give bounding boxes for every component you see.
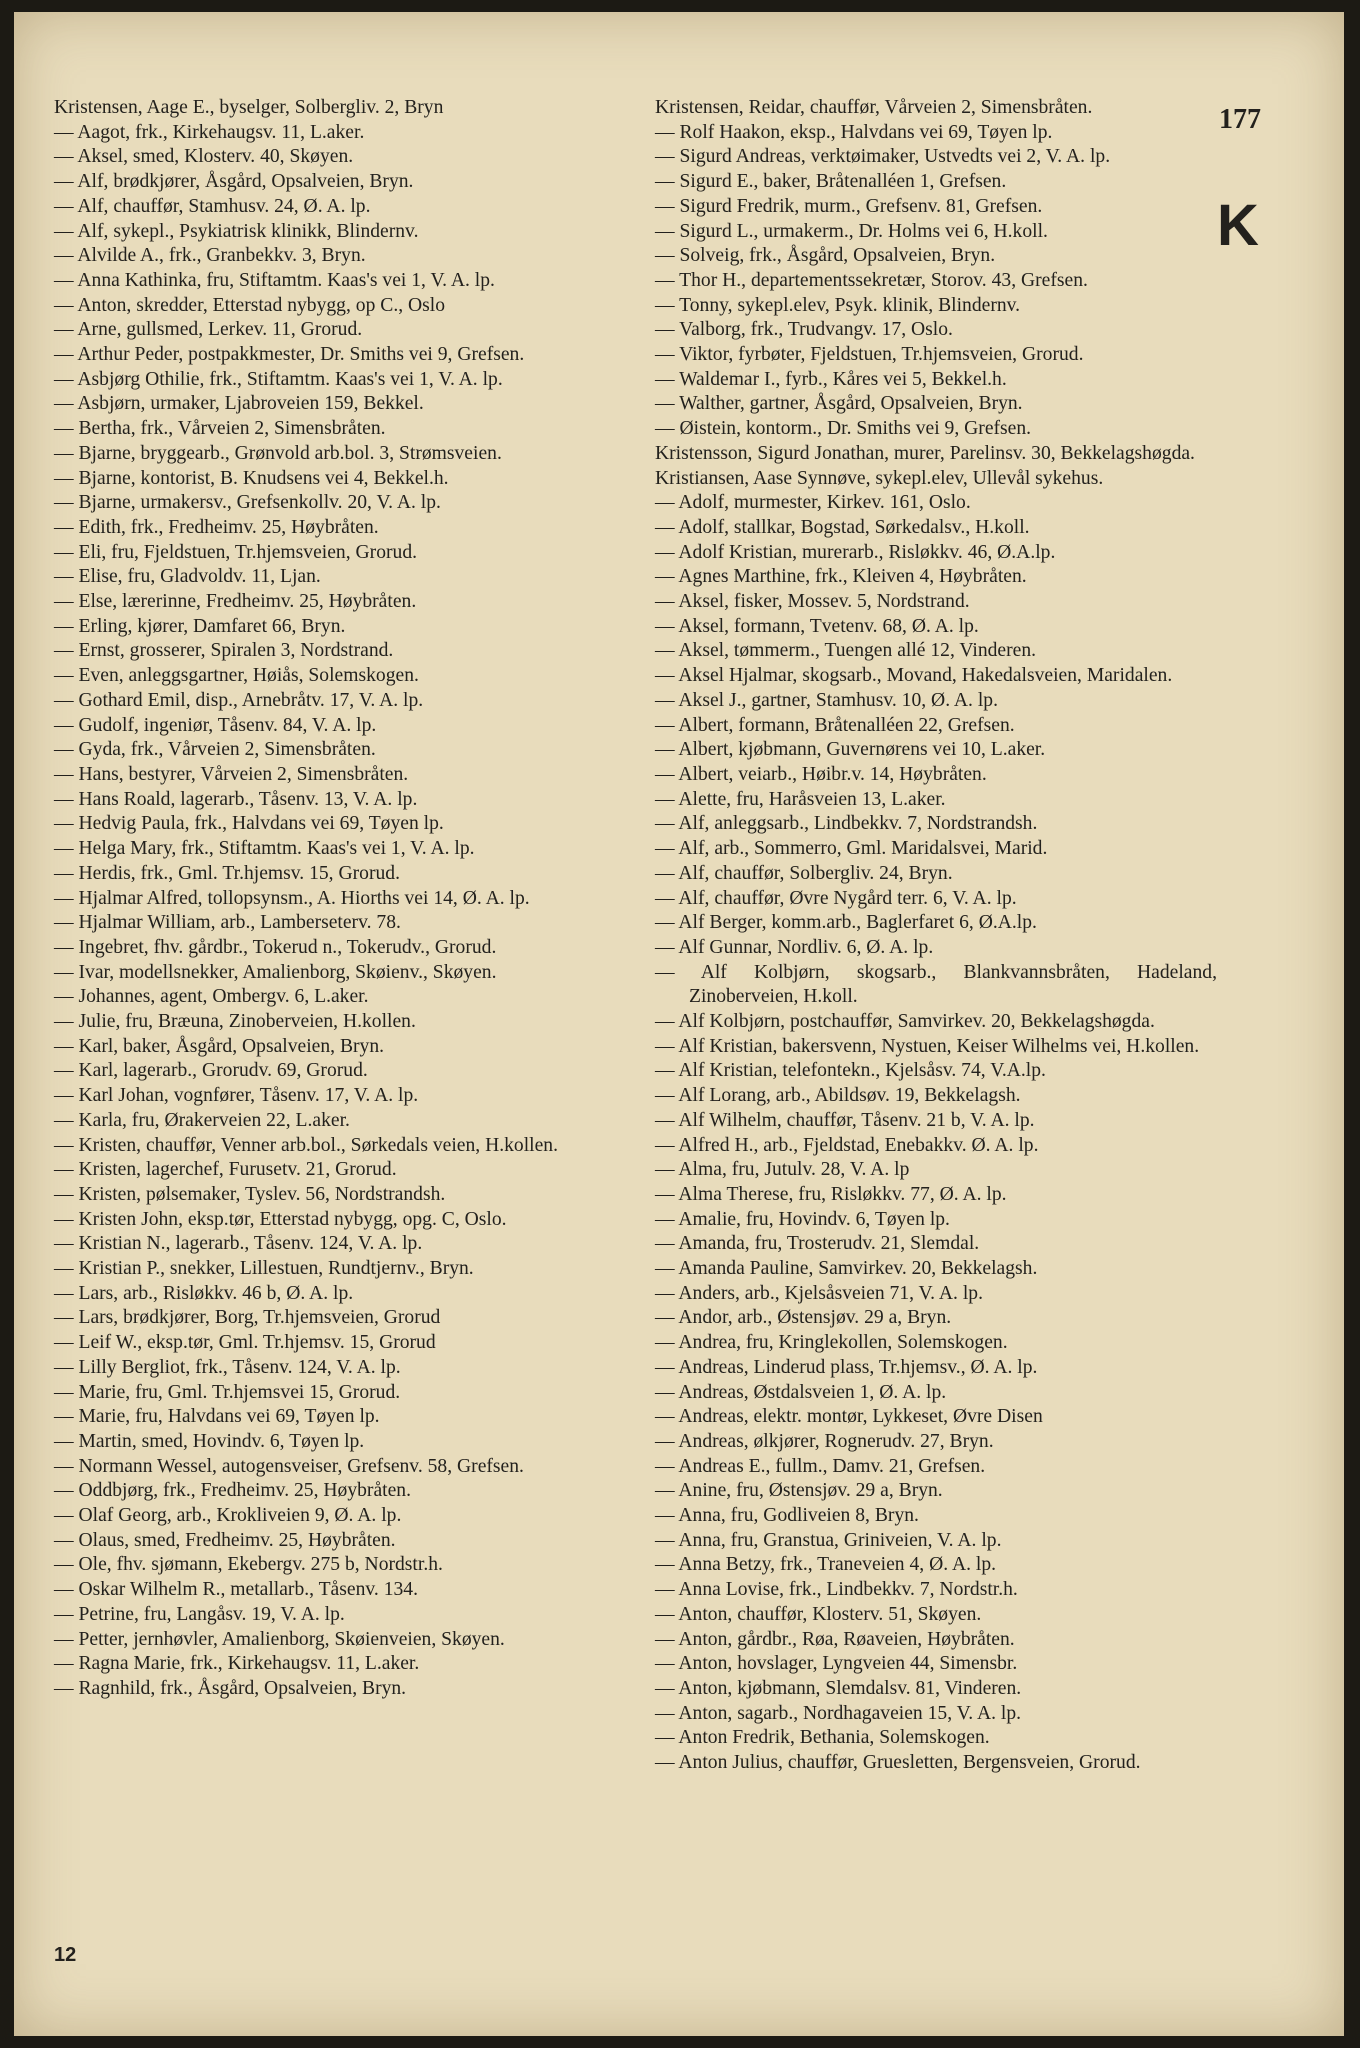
- directory-entry: — Anton, sagarb., Nordhagaveien 15, V. A. lp.: [655, 1702, 1022, 1724]
- directory-entry: — Bertha, frk., Vårveien 2, Simensbråten.: [54, 418, 386, 440]
- directory-entry: — Amanda, fru, Trosterudv. 21, Slemdal.: [655, 1233, 980, 1255]
- directory-entry: — Alma Therese, fru, Risløkkv. 77, Ø. A. lp.: [655, 1183, 1007, 1205]
- directory-entry: — Albert, formann, Bråtenalléen 22, Grefsen.: [655, 714, 1015, 736]
- directory-entry: — Asbjørg Othilie, frk., Stiftamtm. Kaas's vei 1, V. A. lp.: [54, 368, 503, 390]
- directory-entry: — Johannes, agent, Ombergv. 6, L.aker.: [54, 986, 369, 1008]
- directory-entry: — Alf, chauffør, Øvre Nygård terr. 6, V. A. lp.: [655, 887, 1017, 909]
- directory-entry: — Alf Kolbjørn, skogsarb., Blankvannsbråten, Hadeland, Zinoberveien, H.koll.: [655, 961, 1217, 1008]
- directory-entry: — Amalie, fru, Hovindv. 6, Tøyen lp.: [655, 1208, 950, 1230]
- directory-entry: — Ragnhild, frk., Åsgård, Opsalveien, Bryn.: [54, 1678, 407, 1699]
- directory-entry: — Kristian N., lagerarb., Tåsenv. 124, V. A. lp.: [54, 1233, 423, 1255]
- directory-entry: — Andrea, fru, Kringlekollen, Solemskogen.: [655, 1332, 1008, 1354]
- directory-entry: Kristensen, Aage E., byselger, Solbergliv. 2, Bryn: [54, 97, 444, 118]
- directory-entry: — Alf, arb., Sommerro, Gml. Maridalsvei, Marid.: [655, 838, 1048, 860]
- directory-entry: — Alette, fru, Haråsveien 13, L.aker.: [655, 788, 946, 810]
- directory-entry: Kristensson, Sigurd Jonathan, murer, Parelinsv. 30, Bekkelagshøgda.: [655, 442, 1195, 464]
- directory-entry: Kristensen, Reidar, chauffør, Vårveien 2, Simensbråten.: [655, 97, 1093, 118]
- directory-entry: — Alf Berger, komm.arb., Baglerfaret 6, Ø.A.lp.: [655, 912, 1037, 934]
- directory-page: [14, 12, 1344, 2036]
- directory-entry: — Karla, fru, Ørakerveien 22, L.aker.: [54, 1109, 350, 1131]
- directory-entry: — Karl, baker, Åsgård, Opsalveien, Bryn.: [54, 1035, 385, 1057]
- directory-entry: — Sigurd E., baker, Bråtenalléen 1, Grefsen.: [655, 171, 1007, 193]
- directory-entry: — Hjalmar Alfred, tollopsynsm., A. Hiorths vei 14, Ø. A. lp.: [54, 887, 530, 909]
- directory-entry: — Martin, smed, Hovindv. 6, Tøyen lp.: [54, 1430, 365, 1452]
- directory-entry: — Alvilde A., frk., Granbekkv. 3, Bryn.: [54, 245, 366, 267]
- directory-entry: — Anine, fru, Østensjøv. 29 a, Bryn.: [655, 1480, 943, 1502]
- directory-entry: — Alf, anleggsarb., Lindbekkv. 7, Nordstrandsh.: [655, 813, 1038, 835]
- left-column: [54, 96, 638, 1702]
- directory-entry: — Ragna Marie, frk., Kirkehaugsv. 11, L.aker.: [54, 1653, 420, 1675]
- directory-entry: — Bjarne, kontorist, B. Knudsens vei 4, Bekkel.h.: [54, 467, 449, 489]
- directory-entry: — Andreas, elektr. montør, Lykkeset, Øvre Disen: [655, 1406, 1043, 1428]
- directory-entry: — Karl Johan, vognfører, Tåsenv. 17, V. A. lp.: [54, 1085, 419, 1107]
- directory-entry: — Aksel J., gartner, Stamhusv. 10, Ø. A. lp.: [655, 689, 998, 711]
- directory-entry: — Amanda Pauline, Samvirkev. 20, Bekkelagsh.: [655, 1258, 1038, 1280]
- directory-entry: — Anton Fredrik, Bethania, Solemskogen.: [655, 1727, 990, 1749]
- directory-entry: — Kristen John, eksp.tør, Etterstad nybygg, opg. C, Oslo.: [54, 1208, 507, 1230]
- directory-entry: — Ivar, modellsnekker, Amalienborg, Skøienv., Skøyen.: [54, 961, 497, 983]
- directory-entry: — Anna, fru, Godliveien 8, Bryn.: [655, 1505, 919, 1527]
- directory-entry: — Hedvig Paula, frk., Halvdans vei 69, Tøyen lp.: [54, 813, 444, 835]
- directory-entry: — Else, lærerinne, Fredheimv. 25, Høybråten.: [54, 591, 417, 613]
- directory-entry: — Albert, kjøbmann, Guvernørens vei 10, L.aker.: [655, 739, 1046, 761]
- directory-entry: — Agnes Marthine, frk., Kleiven 4, Høybråten.: [655, 566, 1027, 588]
- directory-entry: — Petrine, fru, Langåsv. 19, V. A. lp.: [54, 1603, 345, 1625]
- directory-entry: — Edith, frk., Fredheimv. 25, Høybråten.: [54, 516, 379, 538]
- directory-entry: — Anna, fru, Granstua, Griniveien, V. A. lp.: [655, 1529, 1002, 1551]
- directory-entry: — Andreas E., fullm., Damv. 21, Grefsen.: [655, 1455, 986, 1477]
- signature-mark: 12: [54, 1944, 77, 1966]
- directory-entry: — Anton Julius, chauffør, Gruesletten, Bergensveien, Grorud.: [655, 1752, 1141, 1774]
- directory-entry: — Anton, gårdbr., Røa, Røaveien, Høybråten.: [655, 1628, 1015, 1650]
- directory-entry: — Alf, chauffør, Solbergliv. 24, Bryn.: [655, 862, 953, 884]
- directory-entry: — Arne, gullsmed, Lerkev. 11, Grorud.: [54, 319, 363, 341]
- directory-entry: — Alf, sykepl., Psykiatrisk klinikk, Blindernv.: [54, 220, 419, 242]
- directory-entry: — Hans, bestyrer, Vårveien 2, Simensbråten.: [54, 763, 409, 785]
- directory-entry: — Aagot, frk., Kirkehaugsv. 11, L.aker.: [54, 121, 365, 143]
- directory-entry: — Ole, fhv. sjømann, Ekebergv. 275 b, Nordstr.h.: [54, 1554, 443, 1576]
- directory-entry: — Waldemar I., fyrb., Kåres vei 5, Bekkel.h.: [655, 368, 1007, 390]
- directory-entry: — Valborg, frk., Trudvangv. 17, Oslo.: [655, 319, 953, 341]
- directory-entry: — Julie, fru, Bræuna, Zinoberveien, H.kollen.: [54, 1011, 416, 1033]
- directory-entry: — Walther, gartner, Åsgård, Opsalveien, Bryn.: [655, 393, 1023, 415]
- directory-entry: — Sigurd Fredrik, murm., Grefsenv. 81, Grefsen.: [655, 195, 1043, 217]
- directory-entry: — Anton, skredder, Etterstad nybygg, op C., Oslo: [54, 294, 446, 316]
- directory-entry: — Hjalmar William, arb., Lamberseterv. 78.: [54, 912, 401, 934]
- directory-entry: — Herdis, frk., Gml. Tr.hjemsv. 15, Grorud.: [54, 862, 400, 884]
- directory-entry: — Aksel, fisker, Mossev. 5, Nordstrand.: [655, 591, 970, 613]
- section-letter: K: [1217, 193, 1259, 258]
- directory-entry: — Andreas, Linderud plass, Tr.hjemsv., Ø. A. lp.: [655, 1356, 1038, 1378]
- directory-entry: — Tonny, sykepl.elev, Psyk. klinik, Blindernv.: [655, 294, 1021, 316]
- directory-entry: — Øistein, kontorm., Dr. Smiths vei 9, Grefsen.: [655, 418, 1032, 440]
- directory-entry: — Anders, arb., Kjelsåsveien 71, V. A. lp.: [655, 1282, 983, 1304]
- directory-entry: — Alf, chauffør, Stamhusv. 24, Ø. A. lp.: [54, 195, 371, 217]
- directory-entry: — Alf Kristian, telefontekn., Kjelsåsv. 74, V.A.lp.: [655, 1060, 1046, 1082]
- directory-entry: — Sigurd L., urmakerm., Dr. Holms vei 6, H.koll.: [655, 220, 1048, 242]
- directory-entry: — Adolf, stallkar, Bogstad, Sørkedalsv., H.koll.: [655, 516, 1030, 538]
- directory-entry: — Kristian P., snekker, Lillestuen, Rundtjernv., Bryn.: [54, 1258, 474, 1280]
- directory-entry: — Marie, fru, Halvdans vei 69, Tøyen lp.: [54, 1406, 380, 1428]
- directory-entry: — Olaf Georg, arb., Krokliveien 9, Ø. A. lp.: [54, 1505, 402, 1527]
- directory-entry: — Alf Kristian, bakersvenn, Nystuen, Keiser Wilhelms vei, H.kollen.: [655, 1035, 1200, 1057]
- directory-entry: — Kristen, pølsemaker, Tyslev. 56, Nordstrandsh.: [54, 1183, 446, 1205]
- directory-entry: — Anna Lovise, frk., Lindbekkv. 7, Nordstr.h.: [655, 1579, 1018, 1601]
- directory-entry: — Bjarne, bryggearb., Grønvold arb.bol. 3, Strømsveien.: [54, 442, 502, 464]
- directory-entry: — Lars, brødkjører, Borg, Tr.hjemsveien, Grorud: [54, 1307, 441, 1329]
- directory-entry: — Alf, brødkjører, Åsgård, Opsalveien, Bryn.: [54, 171, 414, 193]
- directory-entry: — Aksel, formann, Tvetenv. 68, Ø. A. lp.: [655, 615, 979, 637]
- directory-entry: — Oddbjørg, frk., Fredheimv. 25, Høybråten.: [54, 1480, 411, 1502]
- directory-entry: — Leif W., eksp.tør, Gml. Tr.hjemsv. 15, Grorud: [54, 1332, 436, 1354]
- directory-entry: — Aksel, tømmerm., Tuengen allé 12, Vinderen.: [655, 640, 1037, 662]
- directory-entry: — Kristen, lagerchef, Furusetv. 21, Grorud.: [54, 1159, 397, 1181]
- directory-entry: — Solveig, frk., Åsgård, Opsalveien, Bryn.: [655, 245, 996, 267]
- directory-entry: — Anton, kjøbmann, Slemdalsv. 81, Vinderen.: [655, 1678, 1022, 1699]
- directory-entry: — Erling, kjører, Damfaret 66, Bryn.: [54, 615, 346, 637]
- directory-entry: — Adolf, murmester, Kirkev. 161, Oslo.: [655, 492, 971, 514]
- directory-entry: — Aksel, smed, Klosterv. 40, Skøyen.: [54, 146, 354, 168]
- directory-entry: — Andreas, ølkjører, Rognerudv. 27, Bryn.: [655, 1430, 994, 1452]
- directory-entry: — Anna Betzy, frk., Traneveien 4, Ø. A. lp.: [655, 1554, 997, 1576]
- directory-entry: — Hans Roald, lagerarb., Tåsenv. 13, V. A. lp.: [54, 788, 418, 810]
- directory-entry: — Adolf Kristian, murerarb., Risløkkv. 46, Ø.A.lp.: [655, 541, 1056, 563]
- directory-entry: — Asbjørn, urmaker, Ljabroveien 159, Bekkel.: [54, 393, 424, 415]
- directory-entry: — Alf Lorang, arb., Abildsøv. 19, Bekkelagsh.: [655, 1085, 1021, 1107]
- directory-entry: — Anna Kathinka, fru, Stiftamtm. Kaas's vei 1, V. A. lp.: [54, 269, 495, 291]
- directory-entry: — Alf Wilhelm, chauffør, Tåsenv. 21 b, V. A. lp.: [655, 1109, 1035, 1131]
- directory-entry: Kristiansen, Aase Synnøve, sykepl.elev, Ullevål sykehus.: [655, 467, 1104, 489]
- page-number: 177: [1219, 104, 1261, 135]
- directory-entry: — Viktor, fyrbøter, Fjeldstuen, Tr.hjemsveien, Grorud.: [655, 344, 1084, 366]
- directory-entry: — Aksel Hjalmar, skogsarb., Movand, Hakedalsveien, Maridalen.: [655, 665, 1173, 687]
- directory-entry: — Albert, veiarb., Høibr.v. 14, Høybråten.: [655, 763, 987, 785]
- directory-entry: — Alma, fru, Jutulv. 28, V. A. lp: [655, 1159, 910, 1181]
- directory-entry: — Oskar Wilhelm R., metallarb., Tåsenv. 134.: [54, 1579, 418, 1601]
- directory-entry: — Thor H., departementssekretær, Storov. 43, Grefsen.: [655, 269, 1088, 291]
- right-column: [655, 96, 1217, 1776]
- directory-entry: — Helga Mary, frk., Stiftamtm. Kaas's vei 1, V. A. lp.: [54, 838, 475, 860]
- directory-entry: — Alfred H., arb., Fjeldstad, Enebakkv. Ø. A. lp.: [655, 1134, 1039, 1156]
- directory-entry: — Ingebret, fhv. gårdbr., Tokerud n., Tokerudv., Grorud.: [54, 936, 497, 958]
- directory-entry: — Alf Gunnar, Nordliv. 6, Ø. A. lp.: [655, 936, 934, 958]
- directory-entry: — Alf Kolbjørn, postchauffør, Samvirkev. 20, Bekkelagshøgda.: [655, 1011, 1155, 1033]
- directory-entry: — Karl, lagerarb., Grorudv. 69, Grorud.: [54, 1060, 368, 1082]
- directory-entry: — Normann Wessel, autogensveiser, Grefsenv. 58, Grefsen.: [54, 1455, 524, 1477]
- directory-entry: — Anton, chauffør, Klosterv. 51, Skøyen.: [655, 1603, 982, 1625]
- directory-entry: — Andor, arb., Østensjøv. 29 a, Bryn.: [655, 1307, 952, 1329]
- directory-entry: — Andreas, Østdalsveien 1, Ø. A. lp.: [655, 1381, 947, 1403]
- directory-entry: — Lilly Bergliot, frk., Tåsenv. 124, V. A. lp.: [54, 1356, 401, 1378]
- directory-entry: — Lars, arb., Risløkkv. 46 b, Ø. A. lp.: [54, 1282, 354, 1304]
- directory-entry: — Marie, fru, Gml. Tr.hjemsvei 15, Grorud.: [54, 1381, 401, 1403]
- directory-entry: — Even, anleggsgartner, Høiås, Solemskogen.: [54, 665, 419, 687]
- directory-entry: — Sigurd Andreas, verktøimaker, Ustvedts vei 2, V. A. lp.: [655, 146, 1111, 168]
- directory-entry: — Ernst, grosserer, Spiralen 3, Nordstrand.: [54, 640, 394, 662]
- directory-entry: — Anton, hovslager, Lyngveien 44, Simensbr.: [655, 1653, 1018, 1675]
- directory-entry: — Kristen, chauffør, Venner arb.bol., Sørkedals veien, H.kollen.: [54, 1134, 558, 1156]
- directory-entry: — Eli, fru, Fjeldstuen, Tr.hjemsveien, Grorud.: [54, 541, 418, 563]
- directory-entry: — Gudolf, ingeniør, Tåsenv. 84, V. A. lp.: [54, 714, 377, 736]
- directory-entry: — Elise, fru, Gladvoldv. 11, Ljan.: [54, 566, 321, 588]
- directory-entry: — Gyda, frk., Vårveien 2, Simensbråten.: [54, 739, 376, 761]
- directory-entry: — Petter, jernhøvler, Amalienborg, Skøienveien, Skøyen.: [54, 1628, 505, 1650]
- directory-entry: — Gothard Emil, disp., Arnebråtv. 17, V. A. lp.: [54, 689, 424, 711]
- directory-entry: — Olaus, smed, Fredheimv. 25, Høybråten.: [54, 1529, 396, 1551]
- directory-entry: — Bjarne, urmakersv., Grefsenkollv. 20, V. A. lp.: [54, 492, 441, 514]
- directory-entry: — Arthur Peder, postpakkmester, Dr. Smiths vei 9, Grefsen.: [54, 344, 525, 366]
- directory-entry: — Rolf Haakon, eksp., Halvdans vei 69, Tøyen lp.: [655, 121, 1053, 143]
